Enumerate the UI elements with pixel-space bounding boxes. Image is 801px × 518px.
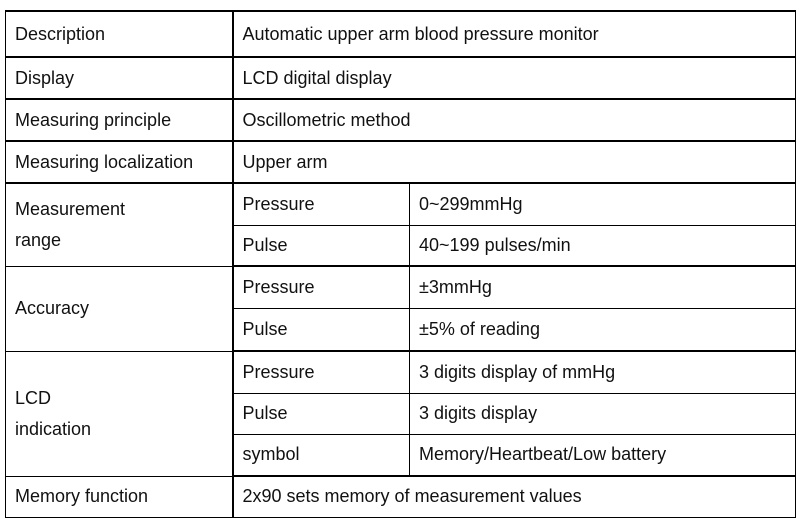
value-lcd-pressure: 3 digits display of mmHg (410, 351, 796, 393)
sublabel-range-pulse: Pulse (233, 225, 410, 266)
label-lcd-indication (6, 351, 233, 476)
row-memory-function (6, 476, 796, 517)
value-measuring-principle: Oscillometric method (233, 99, 796, 141)
row-display (6, 57, 796, 99)
label-measurement-range (6, 183, 233, 266)
label-accuracy: Accuracy (6, 266, 233, 351)
spec-table (5, 10, 796, 518)
row-range-pressure (6, 183, 796, 225)
value-lcd-symbol: Memory/Heartbeat/Low battery (410, 434, 796, 476)
sublabel-accuracy-pressure: Pressure (233, 266, 410, 308)
sublabel-range-pressure: Pressure (233, 183, 410, 225)
label-measurement-range-line2: range (15, 229, 62, 250)
label-measurement-range-line1: Measurement (15, 198, 126, 219)
label-measuring-localization: Measuring localization (6, 141, 233, 183)
sublabel-lcd-pulse: Pulse (233, 393, 410, 434)
label-description: Description (6, 11, 233, 57)
row-measuring-localization (6, 141, 796, 183)
sublabel-lcd-symbol: symbol (233, 434, 410, 476)
value-description: Automatic upper arm blood pressure monitor (233, 11, 796, 57)
value-accuracy-pulse: ±5% of reading (410, 308, 796, 351)
value-measuring-localization: Upper arm (233, 141, 796, 183)
value-display: LCD digital display (233, 57, 796, 99)
row-measuring-principle (6, 99, 796, 141)
label-memory-function: Memory function (6, 476, 233, 517)
label-display: Display (6, 57, 233, 99)
label-measuring-principle: Measuring principle (6, 99, 233, 141)
label-lcd-indication-line2: indication (15, 418, 92, 439)
sublabel-lcd-pressure: Pressure (233, 351, 410, 393)
label-lcd-indication-line1: LCD (15, 387, 52, 408)
value-range-pressure: 0~299mmHg (410, 183, 796, 225)
sublabel-accuracy-pulse: Pulse (233, 308, 410, 351)
value-memory-function: 2x90 sets memory of measurement values (233, 476, 796, 517)
value-lcd-pulse: 3 digits display (410, 393, 796, 434)
value-accuracy-pressure: ±3mmHg (410, 266, 796, 308)
value-range-pulse: 40~199 pulses/min (410, 225, 796, 266)
row-description (6, 11, 796, 57)
row-accuracy-pressure (6, 266, 796, 308)
row-lcd-pressure (6, 351, 796, 393)
